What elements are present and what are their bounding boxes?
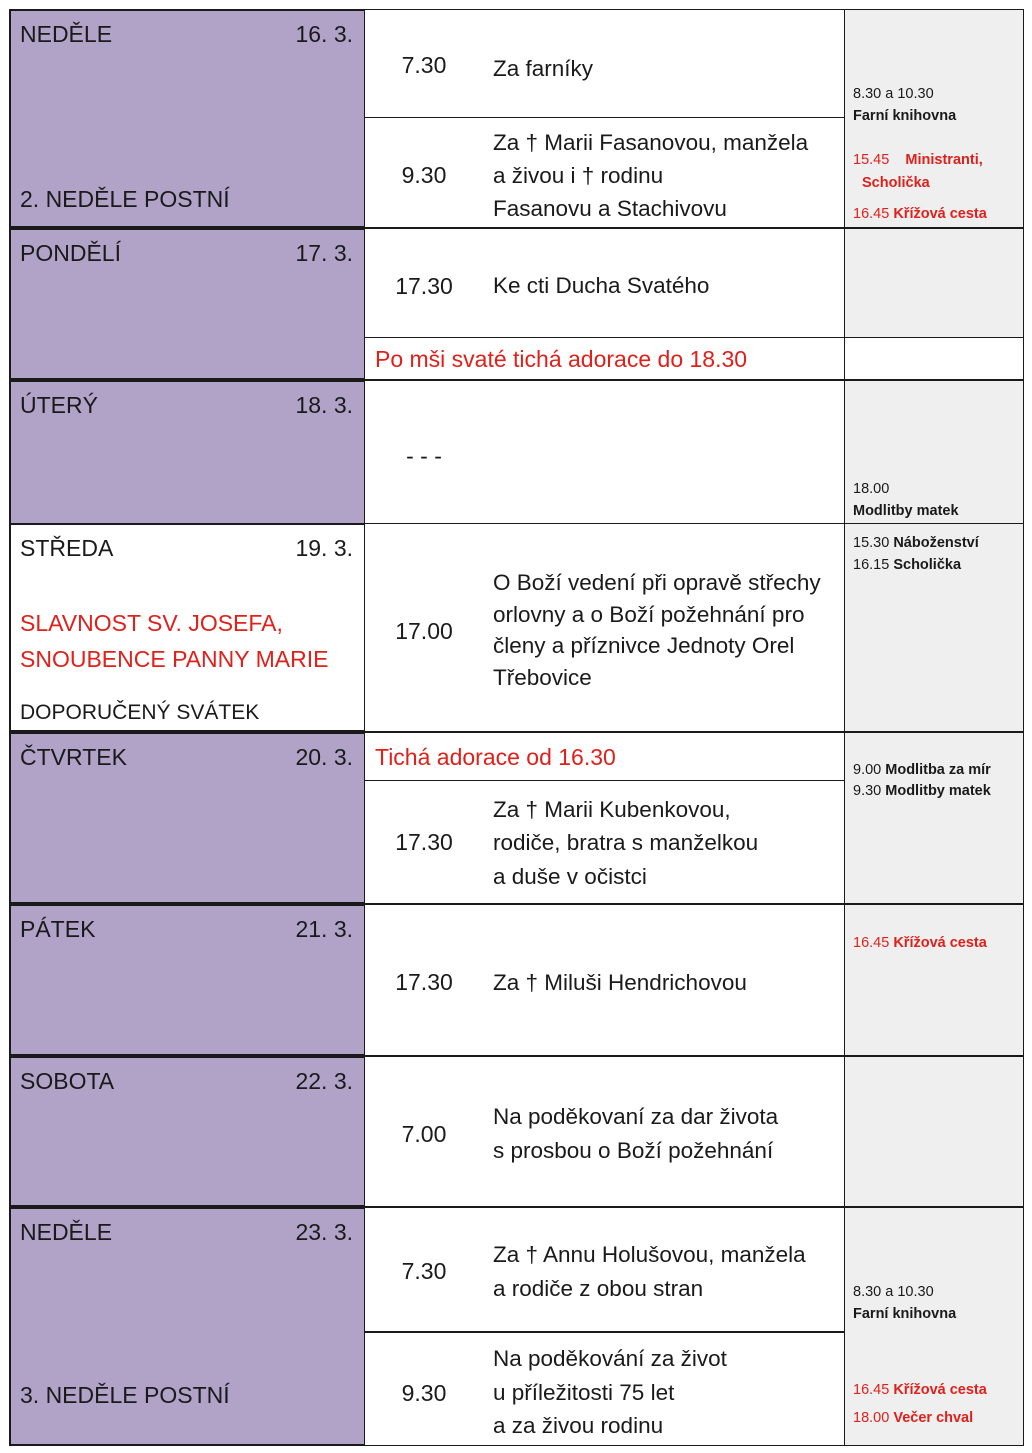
mass-time: 7.30 [401, 1258, 447, 1284]
mass-intention: Ke cti Ducha Svatého [493, 273, 710, 298]
mass-row [364, 1056, 846, 1207]
day-cell-sunday-2 [9, 1207, 366, 1446]
mass-intention-line: a rodiče z obou stran [493, 1276, 704, 1301]
event-time: 18.00 [853, 481, 890, 497]
day-cell-sunday-1 [9, 9, 366, 228]
mass-time: 9.30 [401, 162, 447, 188]
side-events [844, 1056, 1024, 1207]
note-row [364, 337, 846, 380]
event-time: 9.30 [853, 783, 882, 799]
day-date: 16. 3. [295, 21, 353, 47]
event-time: 15.30 [853, 535, 890, 551]
mass-time: 17.30 [395, 969, 453, 995]
mass-row [364, 1207, 846, 1333]
event-label: Ministranti, [905, 152, 983, 168]
day-date: 17. 3. [295, 240, 353, 266]
mass-row [364, 117, 846, 228]
mass-time: 17.00 [395, 618, 453, 644]
feast-rank: DOPORUČENÝ SVÁTEK [20, 701, 260, 724]
mass-time: 17.30 [395, 273, 453, 299]
mass-row [364, 904, 846, 1056]
event-label: Křížová cesta [893, 1382, 987, 1398]
event-time: 8.30 a 10.30 [853, 86, 934, 102]
mass-intention-line: Fasanovu a Stachivovu [493, 196, 727, 221]
event-label: Farní knihovna [853, 108, 957, 124]
event-time: 18.00 [853, 1410, 890, 1426]
day-date: 19. 3. [295, 535, 353, 561]
side-events [844, 523, 1024, 732]
side-events [844, 380, 1024, 525]
event-time: 16.15 [853, 557, 890, 573]
note-row [364, 732, 846, 781]
day-name: ČTVRTEK [20, 744, 127, 770]
day-name: PONDĚLÍ [20, 240, 121, 266]
mass-row [364, 228, 846, 339]
day-cell-saturday [9, 1056, 366, 1207]
mass-row [364, 9, 846, 119]
day-subtitle: 3. NEDĚLE POSTNÍ [20, 1382, 230, 1408]
day-cell-tuesday [9, 380, 366, 525]
event-time: 9.00 [853, 762, 882, 778]
side-events [844, 732, 1024, 904]
event-time: 16.45 [853, 935, 890, 951]
mass-intention-line: a duše v očistci [493, 864, 647, 889]
mass-row [364, 780, 846, 904]
mass-intention-line: Za † Marii Kubenkovou, [493, 797, 731, 822]
event-label: Modlitby matek [853, 503, 959, 519]
adoration-note: Tichá adorace od 16.30 [375, 744, 616, 770]
event-label: Křížová cesta [893, 206, 987, 222]
mass-intention-line: Třebovice [493, 665, 592, 690]
day-name: STŘEDA [20, 535, 114, 561]
day-subtitle: 2. NEDĚLE POSTNÍ [20, 186, 230, 212]
day-date: 22. 3. [295, 1068, 353, 1094]
mass-intention-line: Na poděkovaní za dar života [493, 1104, 779, 1129]
day-name: NEDĚLE [20, 1219, 113, 1245]
mass-intention: Za † Miluši Hendrichovou [493, 970, 747, 995]
feast-title: SLAVNOST SV. JOSEFA, [20, 610, 283, 636]
mass-intention-line: členy a příznivce Jednoty Orel [493, 633, 795, 658]
mass-row [364, 523, 846, 732]
side-events [844, 1207, 1024, 1446]
event-label: Farní knihovna [853, 1306, 957, 1322]
mass-time: 7.30 [401, 52, 447, 78]
feast-title: SNOUBENCE PANNY MARIE [20, 646, 329, 672]
day-cell-monday [9, 228, 366, 380]
day-name: SOBOTA [20, 1068, 115, 1094]
event-label: Večer chval [893, 1410, 974, 1426]
mass-time: 9.30 [401, 1380, 447, 1406]
event-time: 15.45 [853, 152, 890, 168]
mass-intention-line: O Boží vedení při opravě střechy [493, 570, 821, 595]
side-events [844, 228, 1024, 339]
mass-time: - - - [406, 443, 442, 469]
side-events [844, 337, 1024, 380]
event-time: 16.45 [853, 1382, 890, 1398]
day-name: ÚTERÝ [20, 392, 98, 418]
adoration-note: Po mši svaté tichá adorace do 18.30 [375, 346, 748, 372]
mass-intention-line: a živou i † rodinu [493, 163, 664, 188]
mass-intention: Za farníky [493, 56, 594, 81]
day-date: 18. 3. [295, 392, 353, 418]
mass-intention-line: Na poděkování za život [493, 1346, 727, 1371]
day-date: 21. 3. [295, 916, 353, 942]
side-events [844, 904, 1024, 1056]
mass-intention-line: rodiče, bratra s manželkou [493, 830, 759, 855]
event-label: Křížová cesta [893, 935, 987, 951]
event-label: Modlitba za mír [885, 762, 991, 778]
mass-time: 17.30 [395, 829, 453, 855]
event-label: Scholička [893, 557, 962, 573]
day-name: NEDĚLE [20, 21, 113, 47]
day-date: 20. 3. [295, 744, 353, 770]
day-name: PÁTEK [20, 916, 96, 942]
mass-row [364, 1331, 846, 1446]
mass-intention-line: Za † Annu Holušovou, manžela [493, 1242, 806, 1267]
mass-intention-line: orlovny a o Boží požehnání pro [493, 602, 805, 627]
side-events [844, 9, 1024, 228]
day-cell-friday [9, 904, 366, 1056]
mass-intention-line: s prosbou o Boží požehnání [493, 1138, 774, 1163]
day-date: 23. 3. [295, 1219, 353, 1245]
day-cell-thursday [9, 732, 366, 904]
event-label: Modlitby matek [885, 783, 991, 799]
day-cell-wednesday [9, 523, 366, 732]
mass-time: 7.00 [401, 1121, 447, 1147]
mass-row [364, 380, 846, 525]
event-time: 8.30 a 10.30 [853, 1284, 934, 1300]
mass-intention-line: a za živou rodinu [493, 1413, 664, 1438]
event-label: Náboženství [893, 535, 979, 551]
mass-intention-line: Za † Marii Fasanovou, manžela [493, 130, 809, 155]
mass-intention-line: u příležitosti 75 let [493, 1380, 675, 1405]
event-time: 16.45 [853, 206, 890, 222]
event-label: Scholička [862, 175, 930, 191]
